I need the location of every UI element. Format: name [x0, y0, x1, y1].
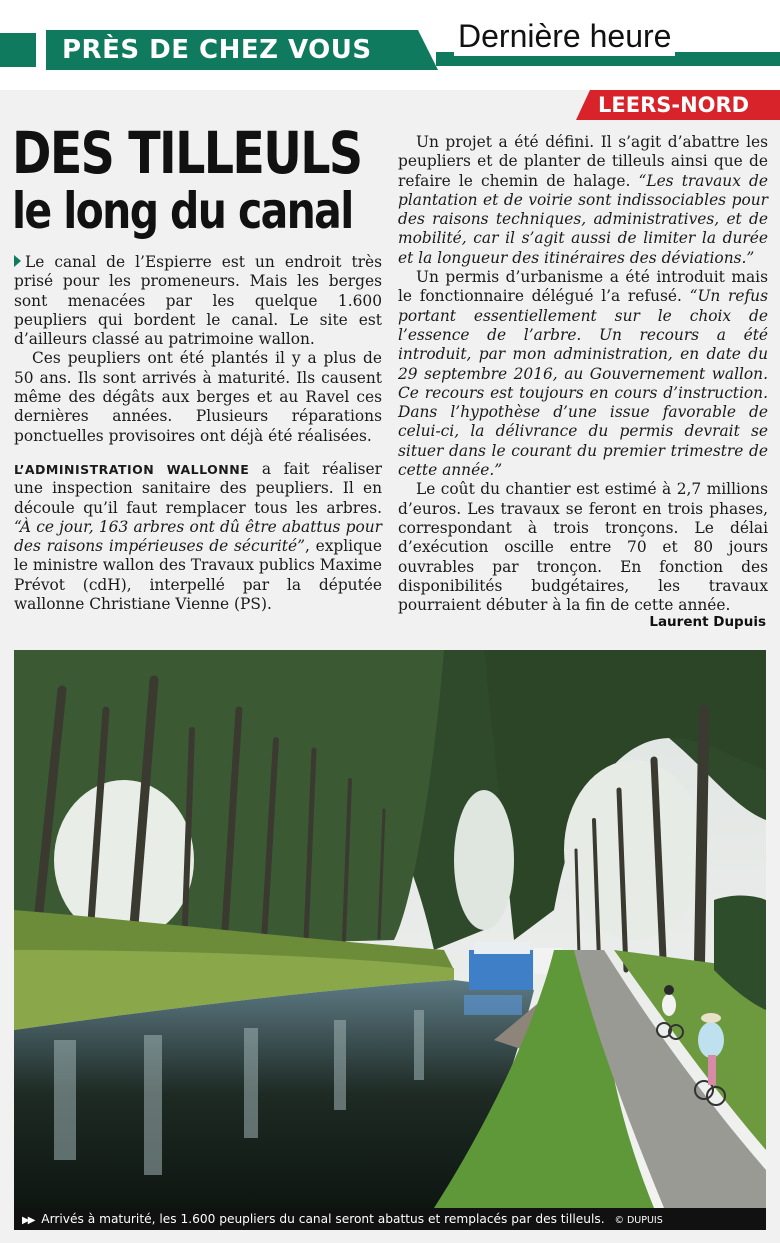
headline	[12, 119, 362, 240]
paragraph-text: a fait réaliser une inspection sanitaire des peupliers. Il en découle qu’il faut remplacer tous les arbres.	[14, 459, 382, 517]
canal-photo-illustration	[14, 650, 766, 1208]
caption-text: Arrivés à maturité, les 1.600 peupliers du canal seront abattus et remplacés par des tilleuls.	[41, 1212, 605, 1226]
header-accent-bar	[0, 33, 36, 67]
paragraph: Le coût du chantier est estimé à 2,7 millions d’euros. Les travaux se feront en trois phases, correspondant à trois tronçons. Le délai d’exécution oscille entre 70 et 80 jours ouvrables par tronçon. En fonction des disponibilités budgétaires, les travaux pourraient débuter à la fin de cette année.	[398, 480, 768, 615]
lead-arrow-icon	[14, 255, 21, 267]
canal-photo	[14, 650, 766, 1208]
paragraph	[398, 133, 768, 268]
location-label: LEERS-NORD	[598, 93, 750, 117]
fast-forward-icon: ▶▶	[22, 1215, 34, 1226]
author-byline: Laurent Dupuis	[649, 614, 766, 630]
paragraph	[14, 460, 382, 614]
photo-credit: © DUPUIS	[614, 1215, 663, 1226]
paragraph: Ces peupliers ont été plantés il y a plus de 50 ans. Ils sont arrivés à maturité. Ils causent même des dégâts aux berges et au Ravel ces dernières années. Plusieurs réparations ponctuelles provisoires ont déjà été réalisées.	[14, 349, 382, 445]
paragraph	[398, 268, 768, 480]
section-title: PRÈS DE CHEZ VOUS	[62, 35, 372, 65]
quote: “Les travaux de plantation et de voirie sont indissociables pour des raisons techniques, administratives, et de mobilité, car il s’agit aussi de limiter la durée et la longueur des itinéraires des déviations.”	[398, 171, 768, 267]
paragraph-text: , explique le ministre wallon des Travaux publics Maxime Prévot (cdH), interpellé par la députée wallonne Christiane Vienne (PS).	[14, 537, 382, 614]
kicker: L’ADMINISTRATION WALLONNE	[14, 461, 250, 477]
lead-paragraph	[14, 253, 382, 349]
quote: “Un refus portant essentiellement sur le choix de l’essence de l’arbre. Un recours a été introduit, par mon administration, en date du 29 septembre 2016, au Gouvernement wallon. Ce recours est toujours en cours d’instruction. Dans l’hypothèse d’une issue favorable de celui-ci, la délivrance du permis devrait se situer dans le courant du premier trimestre de cette année.”	[398, 287, 768, 480]
left-column	[14, 253, 382, 614]
paragraph-text: Un projet a été défini. Il s’agit d’abattre les peupliers et de planter de tilleuls ainsi que de refaire le chemin de halage.	[398, 133, 768, 190]
right-column	[398, 133, 768, 615]
headline-line-2: le long du canal	[12, 182, 353, 240]
lead-text: Le canal de l’Espierre est un endroit très prisé pour les promeneurs. Mais les berges sont menacées par les quelque 1.600 peupliers qui bordent le canal. Le site est d’ailleurs classé au patrimoine wallon.	[14, 253, 382, 349]
paragraph-text: Un permis d’urbanisme a été introduit mais le fonctionnaire délégué l’a refusé.	[398, 268, 768, 306]
brand-name: Dernière heure	[454, 16, 675, 56]
quote: “À ce jour, 163 arbres ont dû être abattus pour des raisons impérieuses de sécurité”	[14, 517, 382, 556]
headline-line-1: DES TILLEULS	[12, 119, 362, 187]
photo-caption	[14, 1208, 766, 1230]
